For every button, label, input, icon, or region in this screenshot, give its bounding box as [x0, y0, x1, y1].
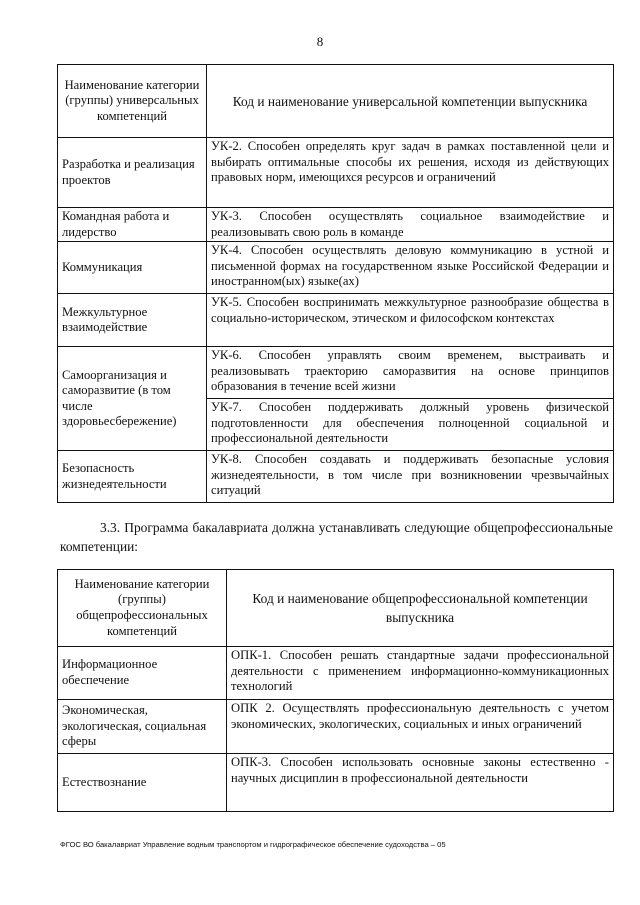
competency-cell: УК-5. Способен воспринимать межкультурное разнообразие общества в социально-историческом, этическом и философском контекстах — [207, 294, 614, 347]
competency-cell: УК-8. Способен создавать и поддерживать безопасные условия жизнедеятельности, в том числе при возникновении чрезвычайных ситуаций — [207, 451, 614, 503]
competency-cell: ОПК-3. Способен использовать основные законы естественно - научных дисциплин в профессиональной деятельности — [227, 754, 614, 812]
table-row — [58, 208, 614, 242]
competency-cell: ОПК-1. Способен решать стандартные задачи профессиональной деятельности с применением информационно-коммуникационных технологий — [227, 647, 614, 700]
category-header: Наименование категории (группы) общепрофессиональных компетенций — [58, 570, 227, 647]
category-cell: Безопасность жизнедеятельности — [58, 451, 207, 503]
universal-competencies-table — [57, 64, 614, 503]
competency-cell: УК-3. Способен осуществлять социальное взаимодействие и реализовывать свою роль в команде — [207, 208, 614, 242]
competency-cell: УК-4. Способен осуществлять деловую коммуникацию в устной и письменной формах на государственном языке Российской Федерации и иностранном(ых) языке(ах) — [207, 242, 614, 294]
section-paragraph — [60, 518, 613, 556]
paragraph-text: 3.3. Программа бакалавриата должна устанавливать следующие общепрофессиональные компетенции: — [60, 520, 613, 554]
table-row — [58, 451, 614, 503]
table-header-row — [58, 570, 614, 647]
category-cell: Командная работа и лидерство — [58, 208, 207, 242]
competency-cell: ОПК 2. Осуществлять профессиональную деятельность с учетом экономических, экологических, социальных и иных ограничений — [227, 700, 614, 754]
competency-cell: УК-6. Способен управлять своим временем, выстраивать и реализовывать траекторию саморазвития на основе принципов образования в течение всей жизни — [207, 347, 614, 399]
table-row — [58, 347, 614, 399]
category-header: Наименование категории (группы) универсальных компетенций — [58, 65, 207, 138]
category-cell: Разработка и реализация проектов — [58, 138, 207, 208]
category-cell: Самоорганизация и саморазвитие (в том числе здоровьесбережение) — [58, 347, 207, 451]
competency-cell: УК-2. Способен определять круг задач в рамках поставленной цели и выбирать оптимальные способы их решения, исходя из действующих правовых норм, имеющихся ресурсов и ограничений — [207, 138, 614, 208]
category-cell: Межкультурное взаимодействие — [58, 294, 207, 347]
page-number: 8 — [316, 34, 324, 49]
code-header: Код и наименование общепрофессиональной компетенции выпускника — [227, 570, 614, 647]
category-cell: Информационное обеспечение — [58, 647, 227, 700]
table-row — [58, 242, 614, 294]
table-row — [58, 294, 614, 347]
general-professional-competencies-table — [57, 569, 614, 812]
competency-cell: УК-7. Способен поддерживать должный уровень физической подготовленности для обеспечения полноценной социальной и профессиональной деятельности — [207, 399, 614, 451]
category-cell: Экономическая, экологическая, социальная сферы — [58, 700, 227, 754]
category-cell: Коммуникация — [58, 242, 207, 294]
table-row — [58, 700, 614, 754]
code-header: Код и наименование универсальной компетенции выпускника — [207, 65, 614, 138]
category-cell: Естествознание — [58, 754, 227, 812]
table-row — [58, 138, 614, 208]
table-header-row — [58, 65, 614, 138]
table-row — [58, 754, 614, 812]
page-footer: ФГОС ВО бакалавриат Управление водным транспортом и гидрографическое обеспечение судоходства – 05 — [60, 840, 446, 849]
table-row — [58, 647, 614, 700]
